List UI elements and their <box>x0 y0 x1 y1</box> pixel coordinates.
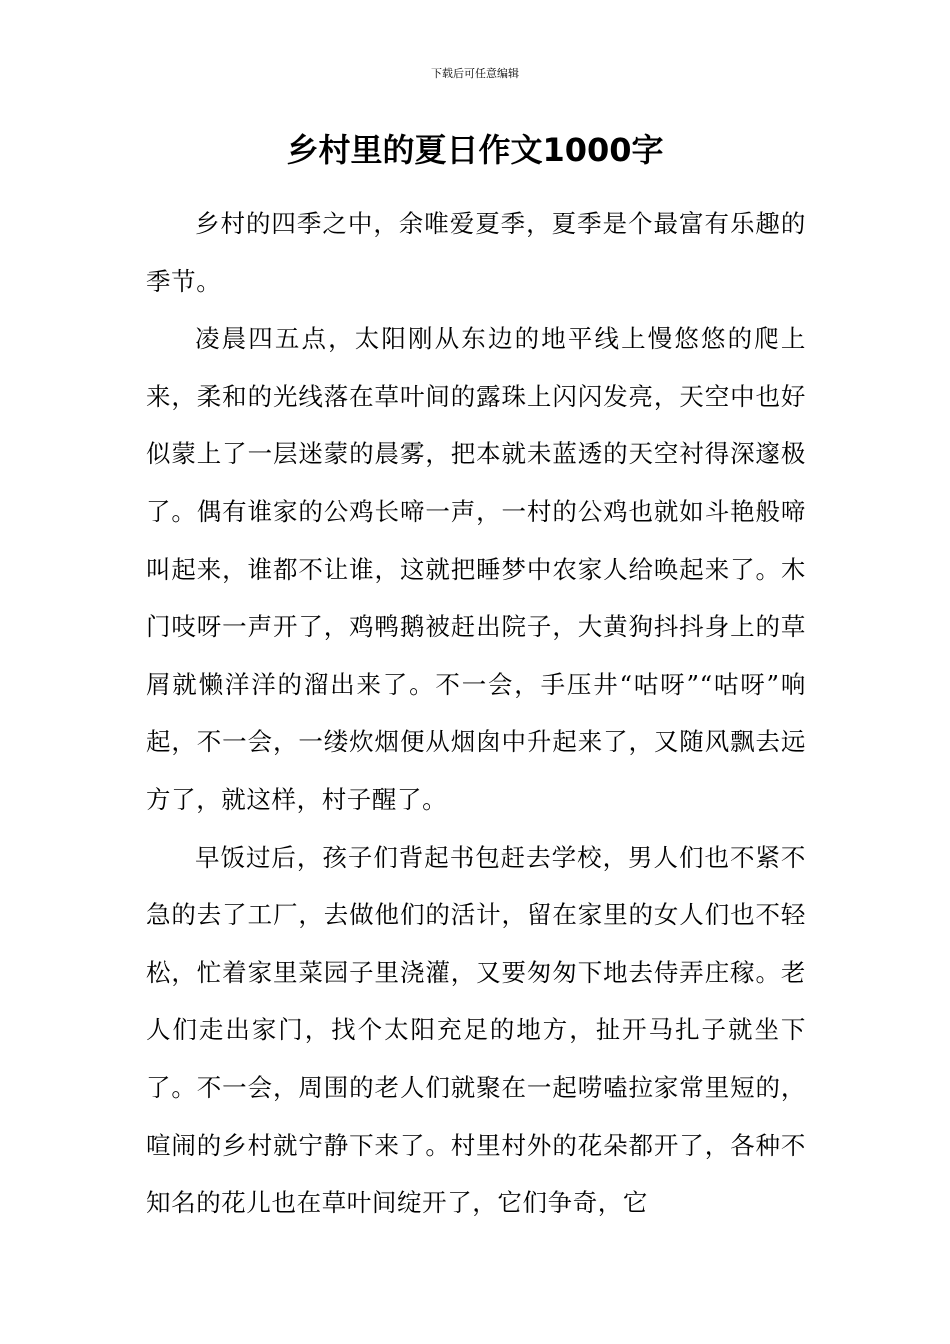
header-note: 下载后可任意编辑 <box>431 67 519 80</box>
paragraph-1: 乡村的四季之中，余唯爱夏季，夏季是个最富有乐趣的季节。 <box>146 209 806 296</box>
paragraph-3: 早饭过后，孩子们背起书包赶去学校，男人们也不紧不急的去了工厂，去做他们的活计，留在家里的女人们也不轻松，忙着家里菜园子里浇灌，又要匆匆下地去侍弄庄稼。老人们走出家门，找个太阳充足的地方，扯开马扎子就坐下了。不一会，周围的老人们就聚在一起唠嗑拉家常里短的，喧闹的乡村就宁静下来了。村里村外的花朵都开了，各种不知名的花儿也在草叶间绽开了，它们争奇，它 <box>146 842 806 1218</box>
paragraph-2: 凌晨四五点，太阳刚从东边的地平线上慢悠悠的爬上来，柔和的光线落在草叶间的露珠上闪闪发亮，天空中也好似蒙上了一层迷蒙的晨雾，把本就未蓝透的天空衬得深邃极了。偶有谁家的公鸡长啼一声，一村的公鸡也就如斗艳般啼叫起来，谁都不让谁，这就把睡梦中农家人给唤起来了。木门吱呀一声开了，鸡鸭鹅被赶出院子，大黄狗抖抖身上的草屑就懒洋洋的溜出来了。不一会，手压井“咕呀”“咕呀”响起，不一会，一缕炊烟便从烟囱中升起来了，又随风飘去远方了，就这样，村子醒了。 <box>146 324 806 814</box>
essay-body <box>146 195 806 1232</box>
document-title: 乡村里的夏日作文1000字 <box>286 131 664 169</box>
